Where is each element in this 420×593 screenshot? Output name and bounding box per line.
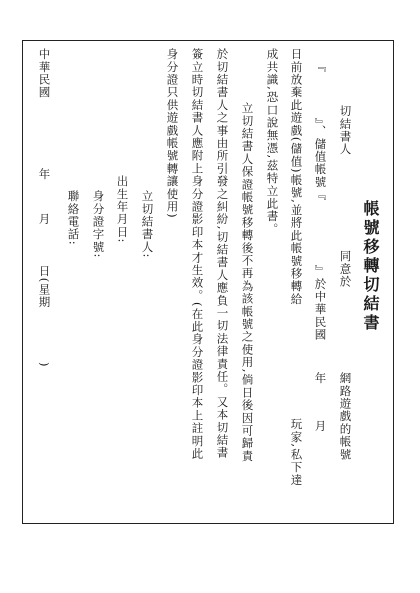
line-roc-date: 』於中華民國 [313, 265, 328, 342]
date-roc: 中華民國 [37, 48, 52, 99]
date-day-weekday: 日(星期 [37, 265, 52, 309]
line-consensus: 成共識,恐口說無憑,茲特立此書。 [265, 48, 280, 236]
line-id-use: 身分證只供遊戲帳號轉讓使用) [165, 48, 180, 219]
line-id-copy: 簽立時切結書人應附上身分證影印本才生效。(在此身分證影印本上註明此 [190, 48, 205, 461]
line-year: 年 [313, 372, 328, 385]
line-abandon-transfer: 日前放棄此遊戲(儲值)帳號,並將此帳號移轉給 [289, 48, 304, 306]
field-phone: 聯絡電話: [66, 190, 81, 246]
line-month: 月 [313, 420, 328, 433]
field-id-number: 身分證字號: [91, 190, 106, 259]
date-year: 年 [37, 168, 52, 181]
date-close-paren: ) [37, 362, 52, 368]
line-stored-account: 』、儲值帳號『 [313, 118, 328, 202]
line-signer-label: 切結書人 [338, 105, 353, 156]
line-game-account: 網路遊戲的帳號 [338, 372, 353, 461]
line-liability: 於切結書人之事由所引發之糾紛,切結書人應負一切法律責任。又本切結書 [215, 48, 230, 460]
field-birthdate: 出生年月日: [115, 175, 130, 244]
line-player: 玩家,私下達 [289, 418, 304, 487]
line-quote-open: 『 [313, 60, 328, 73]
line-agree: 同意於 [338, 250, 353, 289]
line-guarantee: 立切結書人保證帳號移轉後不再為該帳號之使用,倘日後因可歸責 [240, 102, 255, 463]
date-month: 月 [37, 213, 52, 226]
document-title: 帳號移轉切結書 [361, 200, 380, 333]
field-signer: 立切結書人: [140, 190, 155, 259]
